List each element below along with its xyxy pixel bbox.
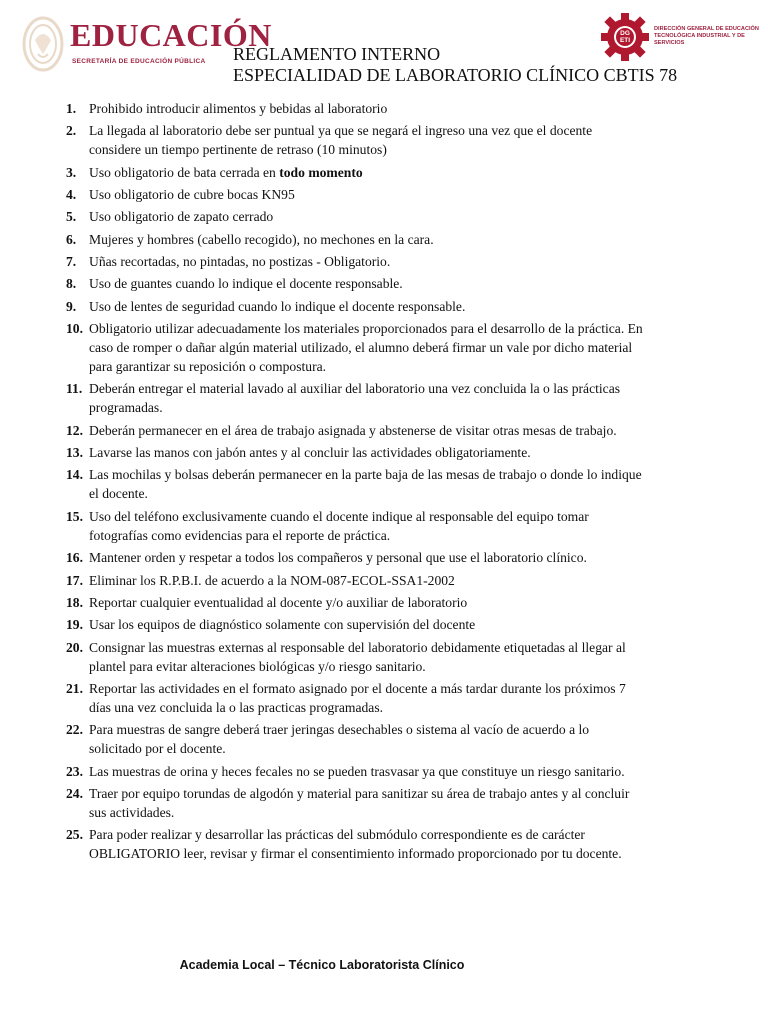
rule-item — [62, 571, 644, 590]
rule-text: Deberán entregar el material lavado al auxiliar del laboratorio una vez concluida la o las prácticas programadas. — [89, 381, 621, 416]
rule-text: Eliminar los R.P.B.I. de acuerdo a la NOM-087-ECOL-SSA1-2002 — [89, 572, 455, 588]
rule-number: 12. — [66, 422, 83, 438]
rule-number: 19. — [66, 617, 83, 633]
footer-text: Academia Local – Técnico Laboratorista Clínico — [179, 958, 465, 972]
rule-item — [62, 319, 644, 376]
rule-item — [62, 297, 644, 316]
rule-text: Reportar cualquier eventualidad al docente y/o auxiliar de laboratorio — [89, 594, 468, 610]
national-seal-icon — [22, 14, 64, 72]
sep-logo-title: EDUCACIÓN — [70, 17, 272, 53]
dgeti-line-2: TECNOLÓGICA INDUSTRIAL Y DE SERVICIOS — [654, 32, 745, 46]
rule-number: 5. — [66, 209, 77, 225]
rule-number: 1. — [66, 101, 77, 116]
rule-text: Mujeres y hombres (cabello recogido), no mechones en la cara. — [89, 231, 434, 247]
rule-item — [62, 720, 644, 758]
rule-text: Las muestras de orina y heces fecales no se pueden trasvasar ya que constituye un riesgo sanitario. — [89, 763, 625, 779]
rule-number: 20. — [66, 639, 83, 655]
rule-text: Uso obligatorio de bata cerrada en — [89, 164, 280, 180]
rule-number: 8. — [66, 276, 77, 292]
svg-text:ETI: ETI — [619, 37, 631, 44]
rule-text: La llegada al laboratorio debe ser puntual ya que se negará el ingreso una vez que el docente considere un tiempo pertinente de retraso (10 minutos) — [89, 123, 593, 158]
rule-item — [62, 507, 644, 545]
rule-text: Uñas recortadas, no pintadas, no postizas - Obligatorio. — [89, 254, 391, 270]
rule-text: Usar los equipos de diagnóstico solamente con supervisión del docente — [89, 617, 476, 633]
rule-number: 21. — [66, 680, 83, 696]
rule-number: 10. — [66, 321, 83, 337]
rule-number: 25. — [66, 827, 83, 843]
sep-logo — [22, 12, 272, 74]
rule-emphasis: todo momento — [279, 164, 363, 180]
title-line-1: REGLAMENTO INTERNO — [233, 44, 441, 64]
document-title — [233, 44, 677, 86]
svg-text:DG: DG — [620, 30, 630, 37]
rule-number: 14. — [66, 467, 83, 483]
rule-text: Uso del teléfono exclusivamente cuando el docente indique al responsable del equipo tomar fotografías como evidencias para el reporte de práctica. — [89, 508, 589, 543]
rule-number: 2. — [66, 123, 77, 139]
rule-text: Mantener orden y respetar a todos los compañeros y personal que use el laboratorio clínico. — [89, 550, 587, 566]
rule-number: 13. — [66, 445, 83, 461]
rule-number: 24. — [66, 785, 83, 801]
rule-number: 7. — [66, 254, 77, 270]
rule-text: Consignar las muestras externas al responsable del laboratorio debidamente etiquetadas al llegar al plantel para evitar alteraciones biológicas y/o riesgo sanitario. — [89, 639, 626, 674]
rule-text: Uso obligatorio de cubre bocas KN95 — [89, 187, 295, 203]
rule-number: 18. — [66, 594, 83, 610]
rule-item — [62, 615, 644, 634]
rule-item — [62, 548, 644, 567]
sep-logo-subtitle: SECRETARÍA DE EDUCACIÓN PÚBLICA — [72, 58, 206, 65]
rule-text: Prohibido introducir alimentos y bebidas al laboratorio — [89, 101, 388, 116]
rule-text: Traer por equipo torundas de algodón y material para sanitizar su área de trabajo antes y al concluir sus actividades. — [89, 785, 630, 820]
rule-number: 17. — [66, 572, 83, 588]
rule-number: 6. — [66, 231, 77, 247]
rule-item — [62, 163, 644, 182]
title-line-2: ESPECIALIDAD DE LABORATORIO CLÍNICO CBTIS 78 — [233, 65, 678, 85]
rule-item — [62, 185, 644, 204]
rule-text: Uso de guantes cuando lo indique el docente responsable. — [89, 276, 403, 292]
rule-number: 15. — [66, 508, 83, 524]
rule-number: 4. — [66, 187, 77, 203]
rule-number: 9. — [66, 298, 77, 314]
rule-item — [62, 379, 644, 417]
rule-number: 3. — [66, 164, 77, 180]
rule-item — [62, 762, 644, 781]
rules-list — [62, 99, 644, 867]
rule-item — [62, 274, 644, 293]
rule-item — [62, 593, 644, 612]
rule-item — [62, 230, 644, 249]
rule-text: Lavarse las manos con jabón antes y al concluir las actividades obligatoriamente. — [89, 445, 531, 461]
rule-number: 11. — [66, 381, 83, 397]
rule-item — [62, 638, 644, 676]
rule-text: Obligatorio utilizar adecuadamente los materiales proporcionados para el desarrollo de la práctica. En caso de romper o dañar algún material utilizado, el alumno deberá firmar un vale por dicho material para garantizar su reposición o compostura. — [89, 321, 643, 375]
rule-text: Deberán permanecer en el área de trabajo asignada y abstenerse de visitar otras mesas de trabajo. — [89, 422, 617, 438]
rule-item — [62, 207, 644, 226]
rule-item — [62, 784, 644, 822]
dgeti-line-1: DIRECCIÓN GENERAL DE EDUCACIÓN — [654, 26, 759, 32]
rule-text: Reportar las actividades en el formato asignado por el docente a más tardar durante los próximos 7 días una vez concluida la o las practicas programadas. — [89, 680, 626, 715]
rule-item — [62, 99, 644, 118]
rule-text: Uso de lentes de seguridad cuando lo indique el docente responsable. — [89, 298, 466, 314]
rule-number: 23. — [66, 763, 83, 779]
rule-item — [62, 465, 644, 503]
rule-number: 22. — [66, 722, 83, 738]
rule-text: Las mochilas y bolsas deberán permanecer en la parte baja de las mesas de trabajo o donde lo indique el docente. — [89, 467, 642, 502]
rule-number: 16. — [66, 550, 83, 566]
rule-text: Para poder realizar y desarrollar las prácticas del submódulo correspondiente es de carácter OBLIGATORIO leer, revisar y firmar el consentimiento informado proporcionado por tu docente. — [89, 827, 622, 862]
rule-item — [62, 121, 644, 159]
rule-item — [62, 825, 644, 863]
rule-text: Uso obligatorio de zapato cerrado — [89, 209, 274, 225]
rule-item — [62, 421, 644, 440]
rule-item — [62, 252, 644, 271]
rule-item — [62, 679, 644, 717]
rule-text: Para muestras de sangre deberá traer jeringas desechables o sistema al vacío de acuerdo a lo solicitado por el docente. — [89, 722, 590, 757]
rule-item — [62, 443, 644, 462]
